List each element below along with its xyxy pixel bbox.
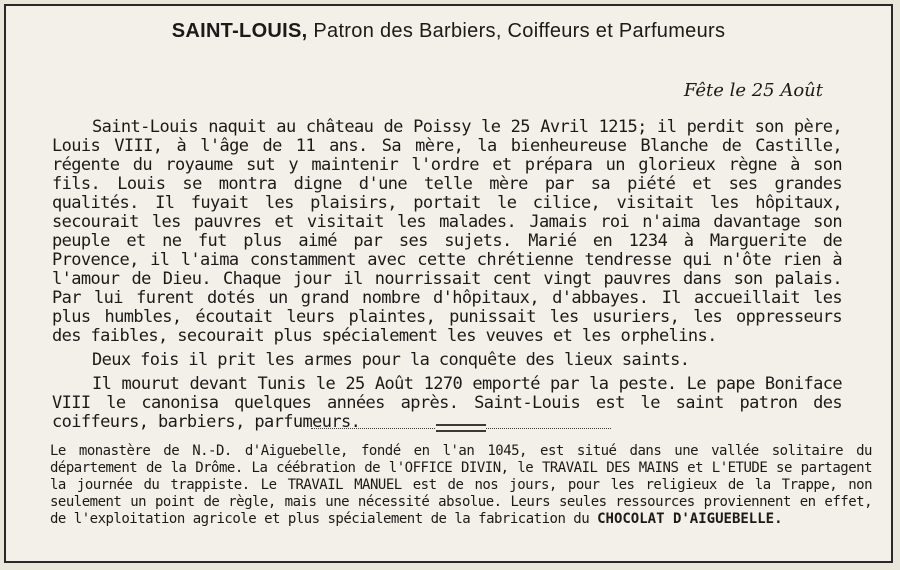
- monastery-text: Le monastère de N.-D. d'Aiguebelle, fondé en l'an 1045, est situé dans une vallée solitaire du département de la Drôme. La céébration de l'OFFICE DIVIN, le TRAVAIL DES MAINS et L'ETUDE se partagent la journée du trappiste. Le TRAVAIL MANUEL est de nos jours, pour les religieux de la Trappe, non seulement un point de règle, mais une nécessité absolue. Leurs seules ressources proviennent en effet, de l'exploitation agricole et plus spécialement de la fabrication du: [50, 443, 872, 527]
- paragraph-death: Il mourut devant Tunis le 25 Août 1270 emporté par la peste. Le pape Boniface VIII le canonisa quelques années après. Saint-Louis est le saint patron des coiffeurs, barbiers, parfumeurs.: [52, 374, 842, 432]
- double-rule: [436, 424, 486, 432]
- patronage: Patron des Barbiers, Coiffeurs et Parfumeurs: [313, 20, 726, 42]
- chromo-card: [4, 4, 893, 563]
- feast-date: Fête le 25 Août: [683, 80, 823, 101]
- monastery-note: [50, 443, 872, 528]
- paragraph-crusades: Deux fois il prit les armes pour la conquête des lieux saints.: [92, 350, 690, 370]
- brand-name: CHOCOLAT D'AIGUEBELLE.: [597, 511, 783, 527]
- saint-name: SAINT-LOUIS,: [171, 20, 308, 42]
- biography: [52, 118, 842, 437]
- paragraph-life: Saint-Louis naquit au château de Poissy le 25 Avril 1215; il perdit son père, Louis VIII, à l'âge de 11 ans. Sa mère, la bienheureuse Blanche de Castille, régente du royaume sut y maintenir l'ordre et prépara un glorieux règne à son fils. Louis se montra digne d'une telle mère par sa piété et ses grandes qualités. Il fuyait les plaisirs, portait le cilice, visitait les hôpitaux, secourait les pauvres et visitait les malades. Jamais roi n'aima davantage son peuple et ne fut plus aimé par ses sujets. Marié en 1234 à Marguerite de Provence, il l'aima constamment avec cette chrétienne tendresse qui n'ôte rien à l'amour de Dieu. Chaque jour il nourrissait cent vingt pauvres dans son palais. Par lui furent dotés un grand nombre d'hôpitaux, d'abbayes. Il accueillait les plus humbles, écoutait leurs plaintes, punissait les usuriers, les oppresseurs des faibles, secourait plus spécialement les veuves et les orphelins.: [52, 117, 842, 346]
- card-title: [6, 20, 891, 43]
- separator: [311, 423, 611, 435]
